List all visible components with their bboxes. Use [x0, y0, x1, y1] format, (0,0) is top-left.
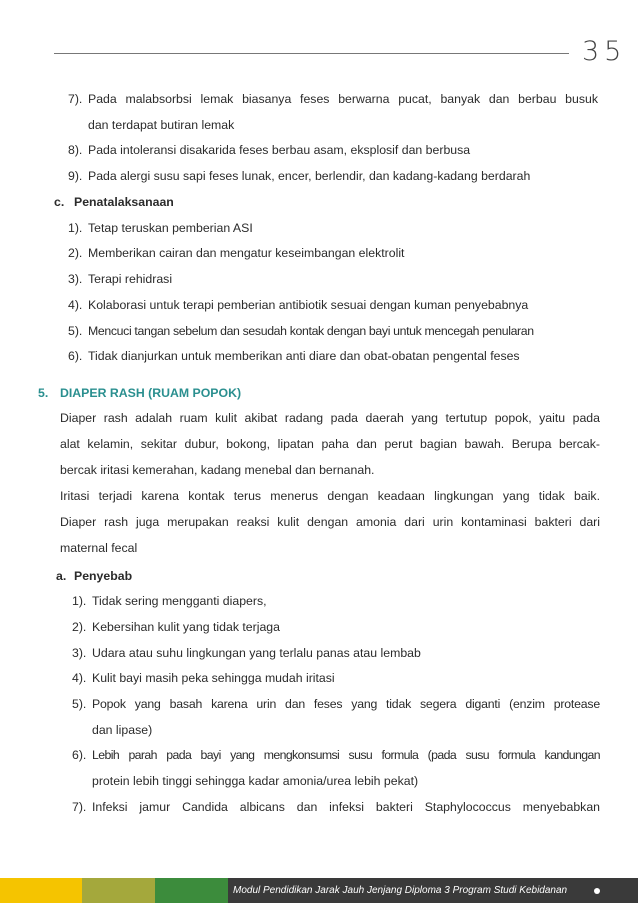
list-item: Infeksi jamur Candida albicans dan infeksi bakteri Staphylococcus menyebabkan [92, 800, 600, 814]
footer-bar [0, 878, 638, 903]
section-number: 5. [38, 386, 49, 400]
list-item: Pada intoleransi disakarida feses berbau asam, eksplosif dan berbusa [88, 143, 471, 157]
list-marker: 9). [68, 169, 83, 183]
subheading-marker: c. [54, 195, 65, 209]
page-number: 35 [582, 36, 627, 67]
list-marker: 1). [72, 594, 87, 608]
paragraph-line: maternal fecal [60, 541, 138, 555]
paragraph-line: Diaper rash adalah ruam kulit akibat radang pada daerah yang tertutup popok, yaitu pada [60, 411, 600, 425]
list-marker: 7). [72, 800, 87, 814]
list-marker: 6). [72, 748, 87, 762]
list-item: Kebersihan kulit yang tidak terjaga [92, 620, 280, 634]
list-marker: 3). [68, 272, 83, 286]
subheading-marker: a. [56, 569, 67, 583]
list-item: Tidak sering mengganti diapers, [92, 594, 267, 608]
list-item: Popok yang basah karena urin dan feses yang tidak segera diganti (enzim protease [92, 697, 600, 711]
list-marker: 5). [72, 697, 87, 711]
section-heading: DIAPER RASH (RUAM POPOK) [60, 386, 242, 400]
list-item-continuation: dan lipase) [92, 723, 153, 737]
paragraph-line: bercak iritasi kemerahan, kadang menebal dan bernanah. [60, 463, 375, 477]
list-marker: 6). [68, 349, 83, 363]
paragraph-line: alat kelamin, sekitar dubur, bokong, lipatan paha dan perut bagian bawah. Berupa bercak- [60, 437, 600, 451]
list-item-continuation: dan terdapat butiran lemak [88, 118, 235, 132]
list-marker: 4). [72, 671, 87, 685]
footer-title: Modul Pendidikan Jarak Jauh Jenjang Diploma 3 Program Studi Kebidanan [233, 885, 568, 896]
footer-color-segment [82, 878, 155, 903]
subheading-penyebab: Penyebab [74, 569, 133, 583]
footer-color-segment [155, 878, 228, 903]
list-item: Lebih parah pada bayi yang mengkonsumsi susu formula (pada susu formula kandungan [92, 748, 600, 762]
list-item: Kulit bayi masih peka sehingga mudah iritasi [92, 671, 335, 685]
header-rule [54, 53, 569, 54]
paragraph-line: Iritasi terjadi karena kontak terus menerus dengan keadaan lingkungan yang tidak baik. [60, 489, 600, 503]
footer-color-segment [0, 878, 82, 903]
list-item: Pada alergi susu sapi feses lunak, encer, berlendir, dan kadang-kadang berdarah [88, 169, 531, 183]
list-item: Kolaborasi untuk terapi pemberian antibiotik sesuai dengan kuman penyebabnya [88, 298, 529, 312]
list-marker: 3). [72, 646, 87, 660]
subheading-penatalaksanaan: Penatalaksanaan [74, 195, 174, 209]
footer-dot-icon [594, 888, 600, 894]
list-marker: 1). [68, 221, 83, 235]
list-item: Tetap teruskan pemberian ASI [88, 221, 253, 235]
list-item: Udara atau suhu lingkungan yang terlalu panas atau lembab [92, 646, 421, 660]
paragraph-line: Diaper rash juga merupakan reaksi kulit dengan amonia dari urin kontaminasi bakteri dari [60, 515, 600, 529]
list-marker: 2). [68, 246, 83, 260]
list-marker: 5). [68, 324, 83, 338]
list-item: Mencuci tangan sebelum dan sesudah kontak dengan bayi untuk mencegah penularan [88, 324, 534, 338]
list-item: Pada malabsorbsi lemak biasanya feses berwarna pucat, banyak dan berbau busuk [88, 92, 598, 106]
list-item-continuation: protein lebih tinggi sehingga kadar amonia/urea lebih pekat) [92, 774, 419, 788]
list-marker: 4). [68, 298, 83, 312]
list-marker: 2). [72, 620, 87, 634]
list-marker: 7). [68, 92, 83, 106]
list-item: Memberikan cairan dan mengatur keseimbangan elektrolit [88, 246, 405, 260]
list-item: Tidak dianjurkan untuk memberikan anti diare dan obat-obatan pengental feses [88, 349, 520, 363]
list-marker: 8). [68, 143, 83, 157]
list-item: Terapi rehidrasi [88, 272, 173, 286]
